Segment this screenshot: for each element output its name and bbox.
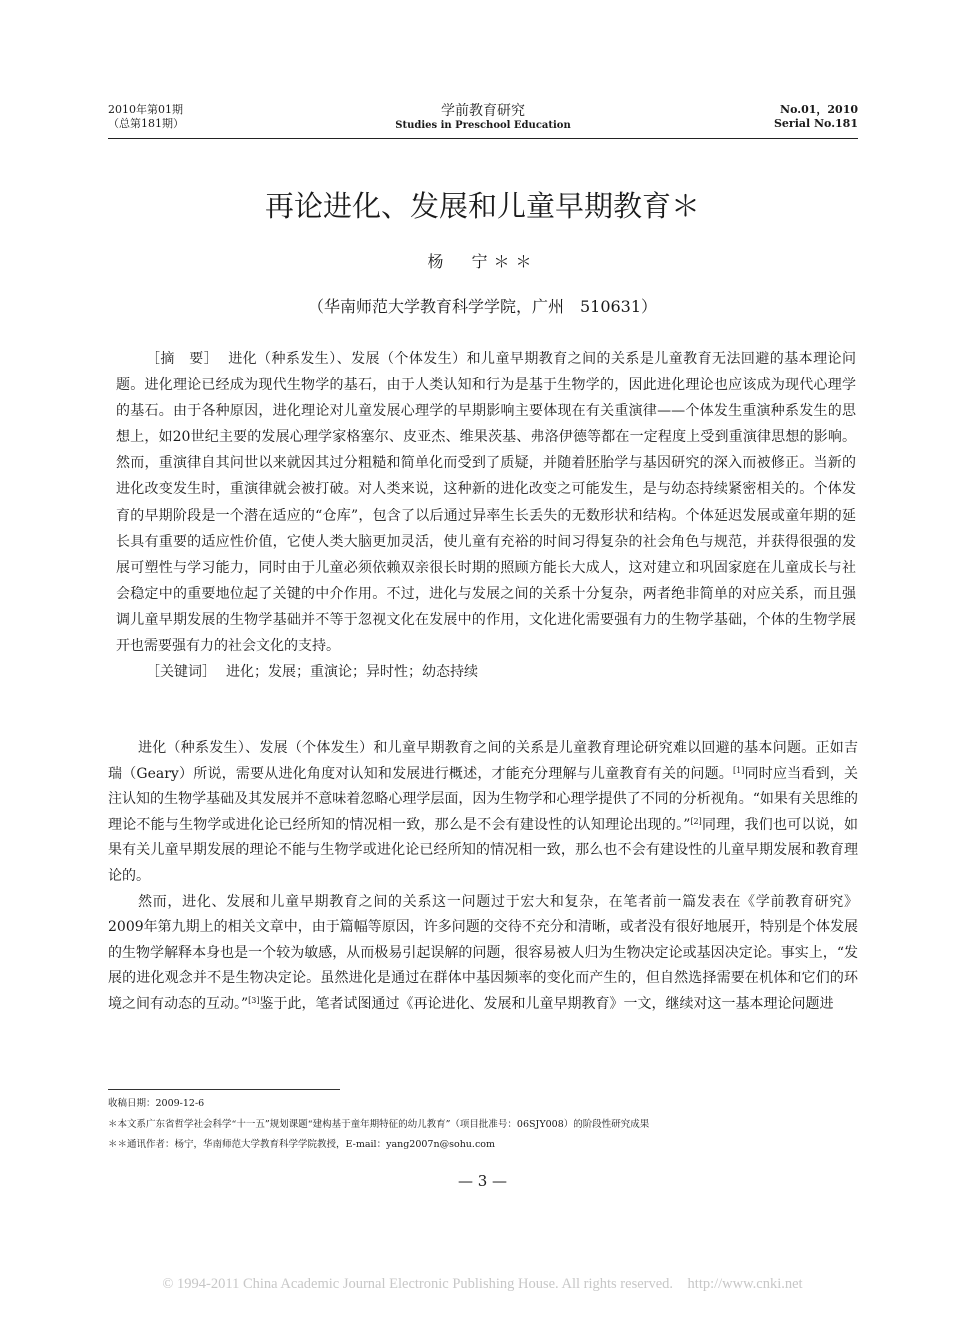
page-number: — 3 — — [457, 1172, 508, 1190]
abstract-paragraph — [116, 346, 856, 659]
body-text-run: 同理，我们也可以说，如果有关儿童早期发展的理论不能与生物学或进化论已经所知的情况相一致，那么也不会有建设性的儿童早期发展和教育理论的。 — [108, 816, 859, 884]
citation-2: [2] — [690, 816, 702, 826]
keywords-text: 进化；发展；重演论；异时性；幼态持续 — [226, 664, 478, 681]
body-text-run: 同时应当看到，关注认知的生物学基础及其发展并不意味着忽略心理学层面，因为生物学和心理学提供了不同的分析视角。“如果有关思维的理论不能与生物学或进化论已经所知的情况相一致，那么是不会有建设性的认知理论出现的。” — [108, 765, 858, 833]
keywords-paragraph — [116, 659, 856, 685]
serial-number: Serial No.181 — [773, 117, 858, 130]
received-date: 收稿日期：2009-12-6 — [108, 1098, 205, 1109]
running-header — [108, 103, 858, 137]
total-issue-number: （总第181期） — [108, 117, 184, 130]
corresponding-author-note: ＊＊通讯作者：杨宁，华南师范大学教育科学学院教授，E-mail：yang2007n@sohu.com — [108, 1139, 495, 1150]
article-title: 再论进化、发展和儿童早期教育＊ — [264, 189, 700, 223]
journal-name-en: Studies in Preschool Education — [395, 120, 571, 131]
funding-note: ＊本文系广东省哲学社会科学“十一五”规划课题“建构基于童年期特征的幼儿教育”（项目批准号：06SJY008）的阶段性研究成果 — [108, 1118, 650, 1130]
body-paragraph-2 — [108, 890, 858, 1018]
journal-name-cn: 学前教育研究 — [441, 103, 525, 119]
citation-1: [1] — [733, 765, 745, 775]
footnote-divider — [108, 1089, 340, 1090]
body-paragraph-1 — [108, 736, 858, 890]
body-text-run: 鉴于此，笔者试图通过《再论进化、发展和儿童早期教育》一文，继续对这一基本理论问题进 — [259, 995, 834, 1012]
issue-number: 2010年第01期 — [108, 103, 183, 116]
header-divider — [108, 138, 858, 139]
abstract-text: 进化（种系发生）、发展（个体发生）和儿童早期教育之间的关系是儿童教育无法回避的基本理论问题。进化理论已经成为现代生物学的基石，由于人类认知和行为是基于生物学的，因此进化理论也应该成为现代心理学的基石。由于各种原因，进化理论对儿童发展心理学的早期影响主要体现在有关重演律——个体发生重演种系发生的思想上，如20世纪主要的发展心理学家格塞尔、皮亚杰、维果茨基、弗洛伊德等都在一定程度上受到重演律思想的影响。然而，重演律自其问世以来就因其过分粗糙和简单化而受到了质疑，并随着胚胎学与基因研究的深入而被修正。当新的进化改变发生时，重演律就会被打破。对人类来说，这种新的进化改变之可能发生，是与幼态持续紧密相关的。个体发育的早期阶段是一个潜在适应的“仓库”，包含了以后通过异率生长丢失的无数形状和结构。个体延迟发展或童年期的延长具有重要的适应性价值，它使人类大脑更加灵活，使儿童有充裕的时间习得复杂的社会角色与规范，并获得很强的发展可塑性与学习能力，同时由于儿童必须依赖双亲很长时期的照顾方能长大成人，这对建立和巩固家庭在儿童成长与社会稳定中的重要地位起了关键的中介作用。不过，进化与发展之间的关系十分复杂，两者绝非简单的对应关系，而且强调儿童早期发展的生物学基础并不等于忽视文化在发展中的作用，文化进化需要强有力的生物学基础，个体的生物学展开也需要强有力的社会文化的支持。 — [116, 351, 856, 655]
citation-3: [3] — [248, 995, 260, 1005]
copyright-notice: © 1994-2011 China Academic Journal Electronic Publishing House. All rights reserved. http://www.cnki.net — [162, 1276, 803, 1292]
abstract-label: ［摘 要］ — [146, 351, 219, 367]
article-body — [108, 736, 858, 1018]
keywords-label: ［关键词］ — [146, 664, 216, 681]
article-author: 杨 宁＊＊ — [427, 252, 538, 271]
journal-name — [108, 103, 858, 132]
abstract-section — [116, 346, 856, 685]
serial-info — [774, 103, 858, 131]
author-affiliation: （华南师范大学教育科学学院，广州 510631） — [307, 297, 658, 316]
body-text-run: 然而，进化、发展和儿童早期教育之间的关系这一问题过于宏大和复杂，在笔者前一篇发表在《学前教育研究》2009年第九期上的相关文章中，由于篇幅等原因，许多问题的交待不充分和清晰，或者没有很好地展开，特别是个体发展的生物学解释本身也是一个较为敏感，从而极易引起误解的问题，很容易被人归为生物决定论或基因决定论。事实上，“发展的进化观念并不是生物决定论。虽然进化是通过在群体中基因频率的变化而产生的，但自然选择需要在机体和它们的环境之间有动态的互动。” — [108, 893, 858, 1012]
issue-number-en: No.01，2010 — [780, 103, 858, 116]
body-text-run: 进化（种系发生）、发展（个体发生）和儿童早期教育之间的关系是儿童教育理论研究难以回避的基本问题。正如吉瑞（Geary）所说，需要从进化角度对认知和发展进行概述，才能充分理解与儿童教育有关的问题。 — [108, 740, 858, 782]
footnotes — [108, 1094, 868, 1156]
